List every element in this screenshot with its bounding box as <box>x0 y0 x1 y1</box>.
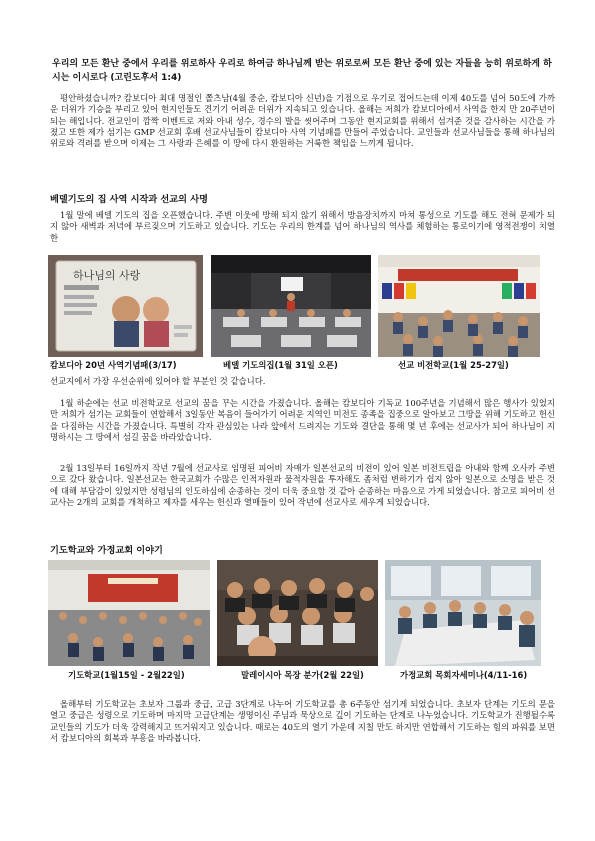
photo-bethel-prayer-house <box>211 255 371 357</box>
photo-prayer-school <box>48 560 210 666</box>
photo-ministry-plaque <box>48 255 203 357</box>
section-heading-prayer-school: 기도학교와 가정교회 이야기 <box>50 545 163 556</box>
photo-malaysia-cell-group <box>217 560 378 666</box>
caption-bethel-house: 베델 기도의집(1월 31일 오픈) <box>223 360 338 370</box>
bethel-paragraph-4: 2월 13일부터 16일까지 작년 7월에 선교사로 임명된 피어비 자매가 일본선교의 비전이 있어 일본 비전트립을 아내와 함께 오사카 주변으로 갔다 왔습니다. 일본선교는 한국교회가 수많은 인적자원과 물적자원을 투자해도 좀처럼 변하기가 쉽지 않아 일본으로 소명을 받은 것에 대해 부담감이 있었지만 성령님의 인도하심에 순종하는 것이 더욱 중요함 것 같아 순종하는 마음으로 가게 되었습니다. 참고로 피어비 선교사는 2개의 교회를 개척하고 제자를 세우는 헌신과 열매들이 있어 작년에 선교사로 세우게 되었습니다. <box>50 463 555 507</box>
section-heading-bethel: 베델기도의 집 사역 시작과 선교의 사명 <box>50 194 208 205</box>
caption-ministry-plaque: 캄보디아 20년 사역기념패(3/17) <box>50 360 177 370</box>
caption-malaysia-group: 말레이시아 목장 분가(2월 22일) <box>241 670 364 680</box>
intro-paragraph: 평안하셨습니까? 캄보디아 최대 명절인 쫄츠남(4월 중순, 캄보디아 신년)을 기점으로 우기로 접어드는데 이제 40도를 넘어 50도에 가까운 더위가 기승을 부리고 있어 현지인들도 견기기 어려운 더위가 지속되고 있습니다. 올해는 저희가 캄보디아에서 사역을 한지 만 20주년이 되는 해입니다. 전교인이 깜짝 이벤트로 저와 아내 성수, 경수의 발을 씻어주며 그동안 현지교회를 위해서 섬겨준 것을 감사하는 시간을 가졌고 또한 제가 섬기는 GMP 선교회 후배 선교사님들이 캄보디아 사역 기념패를 만들어 주었습니다. 교인들과 선교사님들을 통해 하나님의 위로와 격려를 받으며 이제는 그 사랑과 은혜를 이 땅에 다시 환원하는 거룩한 책임을 느끼게 됩니다. <box>50 93 555 149</box>
caption-prayer-school: 기도학교(1월15일 - 2월22일) <box>68 670 185 680</box>
bethel-paragraph-1: 1월 말에 베델 기도의 집을 오픈했습니다. 주변 이웃에 방해 되지 않기 위해서 방음장치까지 마쳐 통성으로 기도를 해도 전혀 문제가 되지 않아 새벽과 저녁에 부르짖으며 기도하고 있습니다. 기도는 우리의 한계를 넘어 하나님의 역사를 체험하는 통로이기에 영적전쟁이 치열한 <box>50 210 555 243</box>
bethel-paragraph-3: 1월 하순에는 선교 비전학교로 선교의 꿈을 꾸는 시간을 가졌습니다. 올해는 캄보디아 기독교 100주년을 기념해서 많은 행사가 있었지만 저희가 섬기는 교회들이 연합해서 3일동안 복음이 들어가기 어려운 지역인 미전도 종족을 집중으로 알아보고 그땅을 위해 기도하고 헌신을 다짐하는 시간을 가졌습니다. 특별히 각자 관심있는 나라 앞에서 드려지는 기도와 결단을 통해 몇 년 후에는 선교사가 되어 하나님이 지명하시는 그 땅에서 섬길 꿈을 바라았습니다. <box>50 398 555 442</box>
bible-verse: 우리의 모든 환난 중에서 우리를 위로하사 우리로 하여금 하나님께 받는 위로로써 모든 환난 중에 있는 자들을 능히 위로하게 하시는 이시로다 (고린도후서 1:4) <box>52 59 552 83</box>
photo-mission-vision-school <box>378 255 540 357</box>
prayer-school-paragraph: 올해부터 기도학교는 초보자 그룹과 중급, 고급 3단계로 나누어 기도학교를 총 6주동안 섬기게 되었습니다. 초보자 단계는 기도의 문을 열고 중급은 성령으로 기도하며 마지막 고급단계는 생명이신 주님과 묵상으로 깊이 기도하는 단계로 나누었습니다. 기도학교가 진행될수록 교인들의 기도가 더욱 강력해지고 뜨거워지고 있습니다. 때로는 40도의 열기 가운데 지칠 만도 하지만 연합해서 기도하는 힘의 파워를 보면서 캄보디아의 회복과 부흥을 바라봅니다. <box>50 699 555 743</box>
plaque-title: 하나님의 사랑 <box>73 269 141 282</box>
caption-house-church-seminar: 가정교회 목회자세미나(4/11-16) <box>400 670 528 680</box>
caption-vision-school: 선교 비전학교(1월 25-27일) <box>398 360 509 370</box>
photo-house-church-seminar <box>385 560 541 666</box>
bethel-paragraph-2: 선교지에서 가장 우선순위에 있어야 할 부분인 것 같습니다. <box>50 376 266 386</box>
